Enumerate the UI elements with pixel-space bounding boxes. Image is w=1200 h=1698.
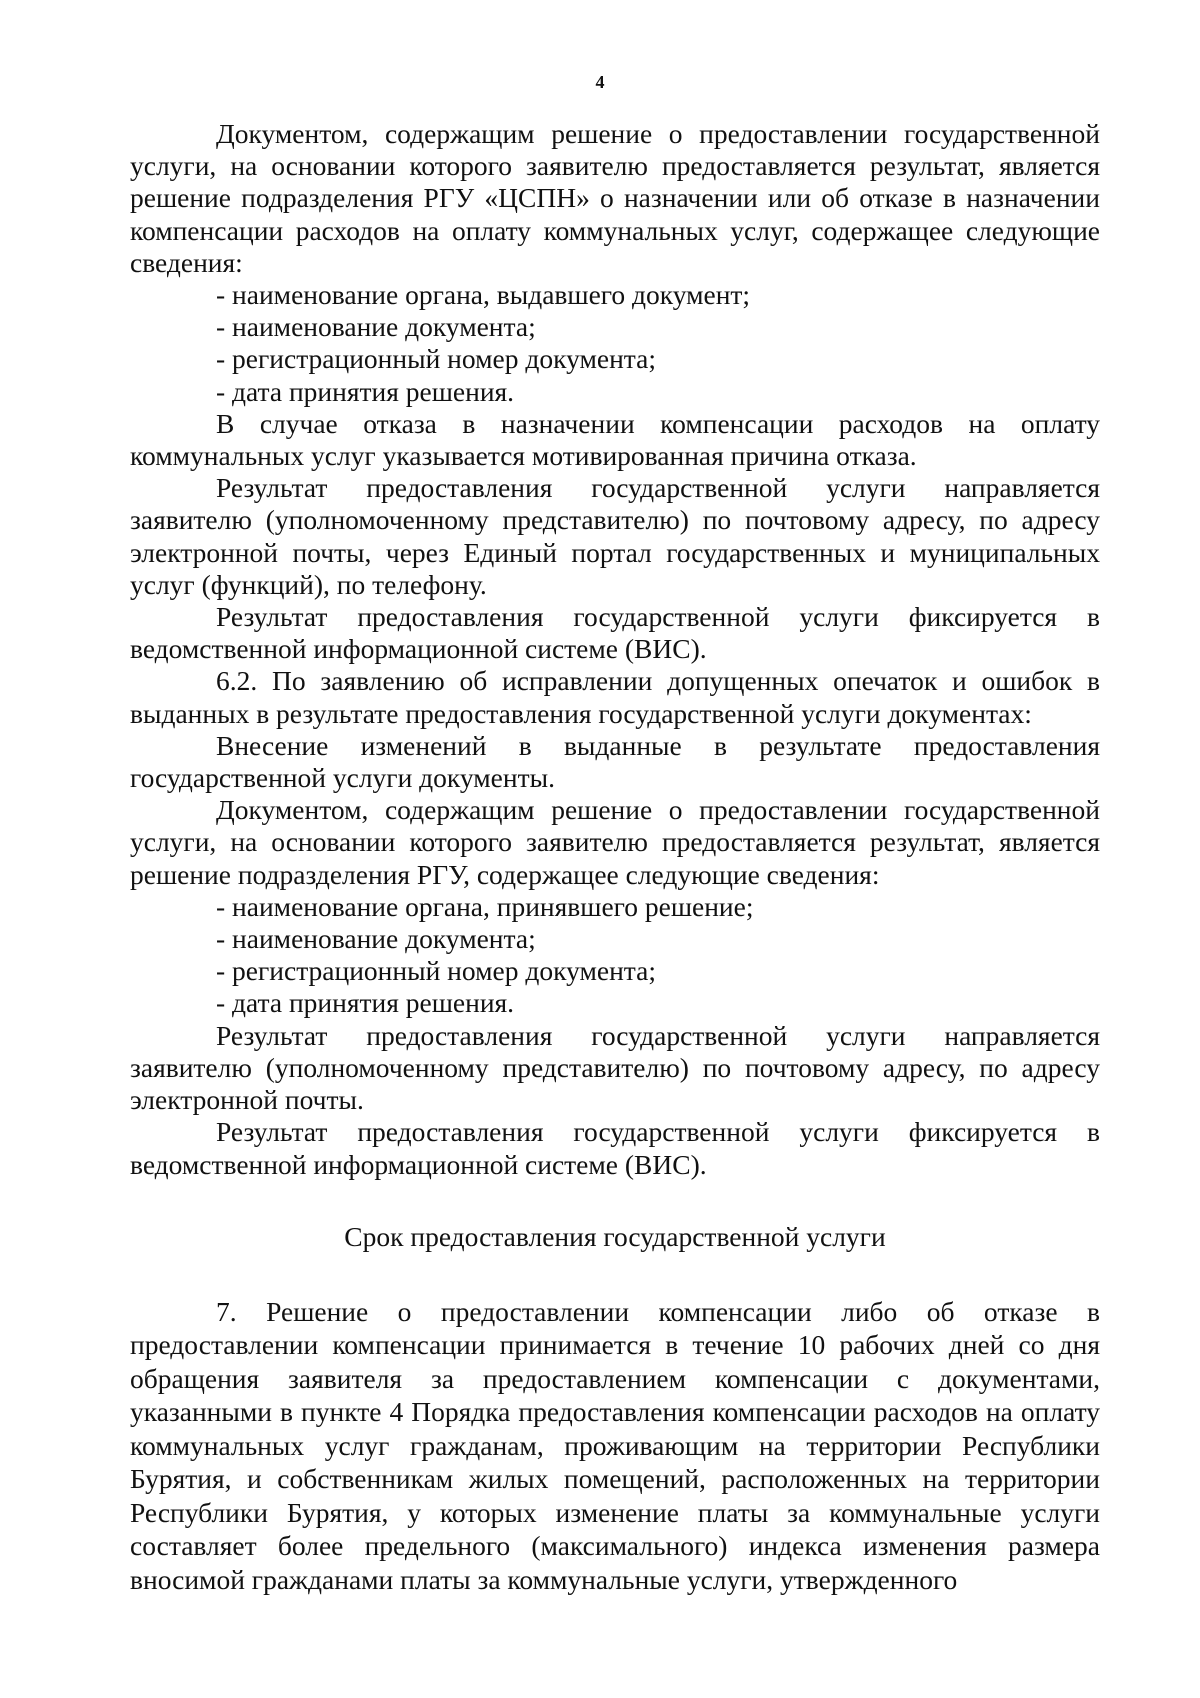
paragraph-result-delivery: Результат предоставления государственной услуги направляется заявителю (уполномоченному представителю) по почтовому адресу, по адресу электронной почты.: [130, 1019, 1100, 1116]
page-number: 4: [595, 72, 605, 92]
paragraph-result-delivery: Результат предоставления государственной услуги направляется заявителю (уполномоченному представителю) по почтовому адресу, по адресу электронной почты, через Единый портал государственных и муниципальных услуг (функций), по телефону.: [130, 472, 1100, 600]
paragraph-7: 7. Решение о предоставлении компенсации либо об отказе в предоставлении компенсации принимается в течение 10 рабочих дней со дня обращения заявителя за предоставлением компенсации с документами, указанными в пункте 4 Порядка предоставления компенсации расходов на оплату коммунальных услуг гражданам, проживающим на территории Республики Бурятия, и собственникам жилых помещений, расположенных на территории Республики Бурятия, у которых изменение платы за коммунальные услуги составляет более предельного (максимального) индекса изменения размера вносимой гражданами платы за коммунальные услуги, утвержденного: [130, 1295, 1100, 1595]
list-item: - наименование органа, принявшего решение;: [216, 890, 754, 922]
section-heading: Срок предоставления государственной услуги: [344, 1220, 886, 1252]
list-item: - наименование документа;: [216, 923, 536, 955]
list-item: - дата принятия решения.: [216, 375, 515, 407]
paragraph-decision-document: Документом, содержащим решение о предоставлении государственной услуги, на основании которого заявителю предоставляется результат, является решение подразделения РГУ «ЦСПН» о назначении или об отказе в назначении компенсации расходов на оплату коммунальных услуг, содержащее следующие сведения:: [130, 118, 1100, 278]
paragraph-6-2: 6.2. По заявлению об исправлении допущенных опечаток и ошибок в выданных в результате предоставления государственной услуги документах:: [130, 665, 1100, 729]
paragraph-refusal-reason: В случае отказа в назначении компенсации расходов на оплату коммунальных услуг указывается мотивированная причина отказа.: [130, 407, 1100, 472]
paragraph-result-recorded: Результат предоставления государственной услуги фиксируется в ведомственной информационной системе (ВИС).: [130, 601, 1100, 665]
list-item: - регистрационный номер документа;: [216, 343, 656, 375]
paragraph-decision-document: Документом, содержащим решение о предоставлении государственной услуги, на основании которого заявителю предоставляется результат, является решение подразделения РГУ, содержащее следующие сведения:: [130, 794, 1100, 890]
list-item: - дата принятия решения.: [216, 987, 515, 1019]
list-item: - наименование документа;: [216, 311, 536, 343]
list-item: - регистрационный номер документа;: [216, 955, 656, 987]
paragraph-result-recorded: Результат предоставления государственной услуги фиксируется в ведомственной информационной системе (ВИС).: [130, 1116, 1100, 1180]
list-item: - наименование органа, выдавшего документ;: [216, 279, 751, 311]
paragraph-changes: Внесение изменений в выданные в результате предоставления государственной услуги документы.: [130, 729, 1100, 794]
document-body: [130, 118, 1100, 1596]
